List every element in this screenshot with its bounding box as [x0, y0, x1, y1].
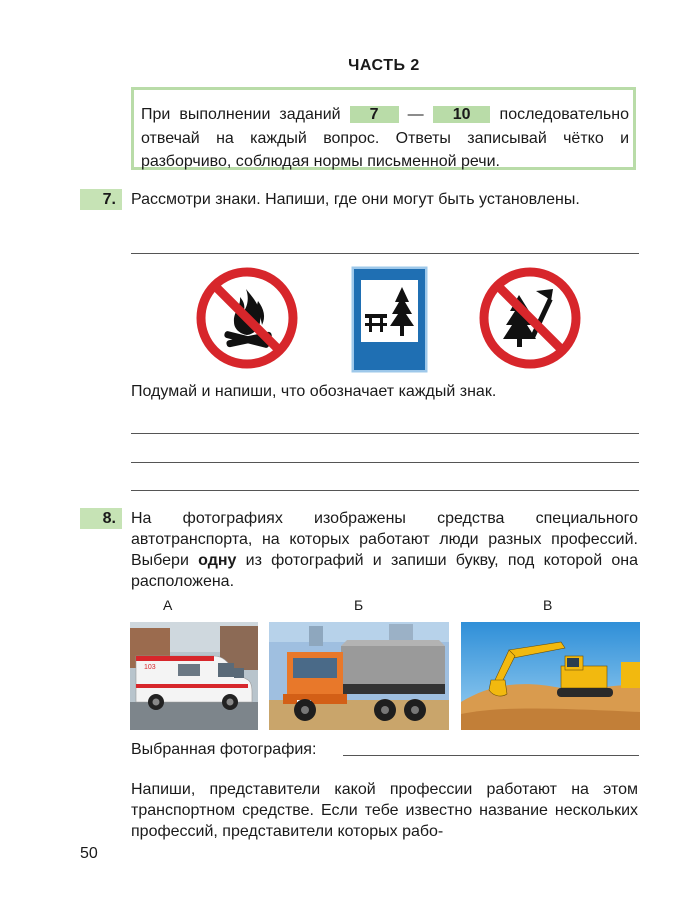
- page-number: 50: [80, 845, 98, 862]
- instruction-before: При выполнении заданий: [141, 106, 350, 123]
- question-8-text-after: из фотографий и запиши букву, под которой она расположена.: [131, 552, 638, 590]
- photo-v-letter: В: [543, 597, 553, 613]
- picnic-area-sign-icon: [351, 266, 428, 373]
- question-8-text: [131, 508, 638, 592]
- answer-line-7-2[interactable]: [131, 433, 639, 434]
- question-8-text-bold: одну: [198, 552, 237, 569]
- chosen-photo-label: Выбранная фотография:: [131, 741, 317, 758]
- answer-line-7-3[interactable]: [131, 462, 639, 463]
- question-8-followup: Напиши, представители какой профессии работают на этом транспортном средстве. Если тебе известно название нескольких профессий, представители которых рабо-: [131, 781, 638, 840]
- answer-line-7-4[interactable]: [131, 490, 639, 491]
- photo-b-letter: Б: [354, 597, 364, 613]
- no-campfire-sign-icon: [196, 267, 298, 369]
- instruction-after: последовательно отвечай на каждый вопрос. Ответы записывай чётко и разборчиво, соблюдая нормы письменной речи.: [141, 106, 630, 170]
- photo-v-excavator[interactable]: [461, 622, 640, 730]
- photo-a-letter: А: [163, 597, 173, 613]
- question-7-number: 7.: [80, 189, 122, 210]
- question-8-number: 8.: [80, 508, 122, 529]
- question-8-text-before: На фотографиях изображены средства специального автотранспорта, на которых работают люди разных профессий. Выбери: [131, 510, 638, 569]
- instruction-text: [141, 103, 629, 174]
- task-to-badge: 10: [433, 106, 491, 123]
- task-from-badge: 7: [350, 106, 399, 123]
- question-7-text: Рассмотри знаки. Напиши, где они могут быть установлены.: [131, 191, 580, 208]
- instruction-dash: —: [398, 106, 433, 123]
- question-7-subquestion: Подумай и напиши, что обозначает каждый знак.: [131, 383, 497, 400]
- ambulance-plate: 103: [144, 664, 156, 671]
- part-title: ЧАСТЬ 2: [348, 57, 420, 74]
- chosen-photo-answer-line[interactable]: [343, 755, 639, 756]
- answer-line-7-1[interactable]: [131, 253, 639, 254]
- no-tree-cutting-sign-icon: [479, 267, 581, 369]
- photo-b-dump-truck[interactable]: [269, 622, 449, 730]
- photo-a-ambulance[interactable]: [130, 622, 258, 730]
